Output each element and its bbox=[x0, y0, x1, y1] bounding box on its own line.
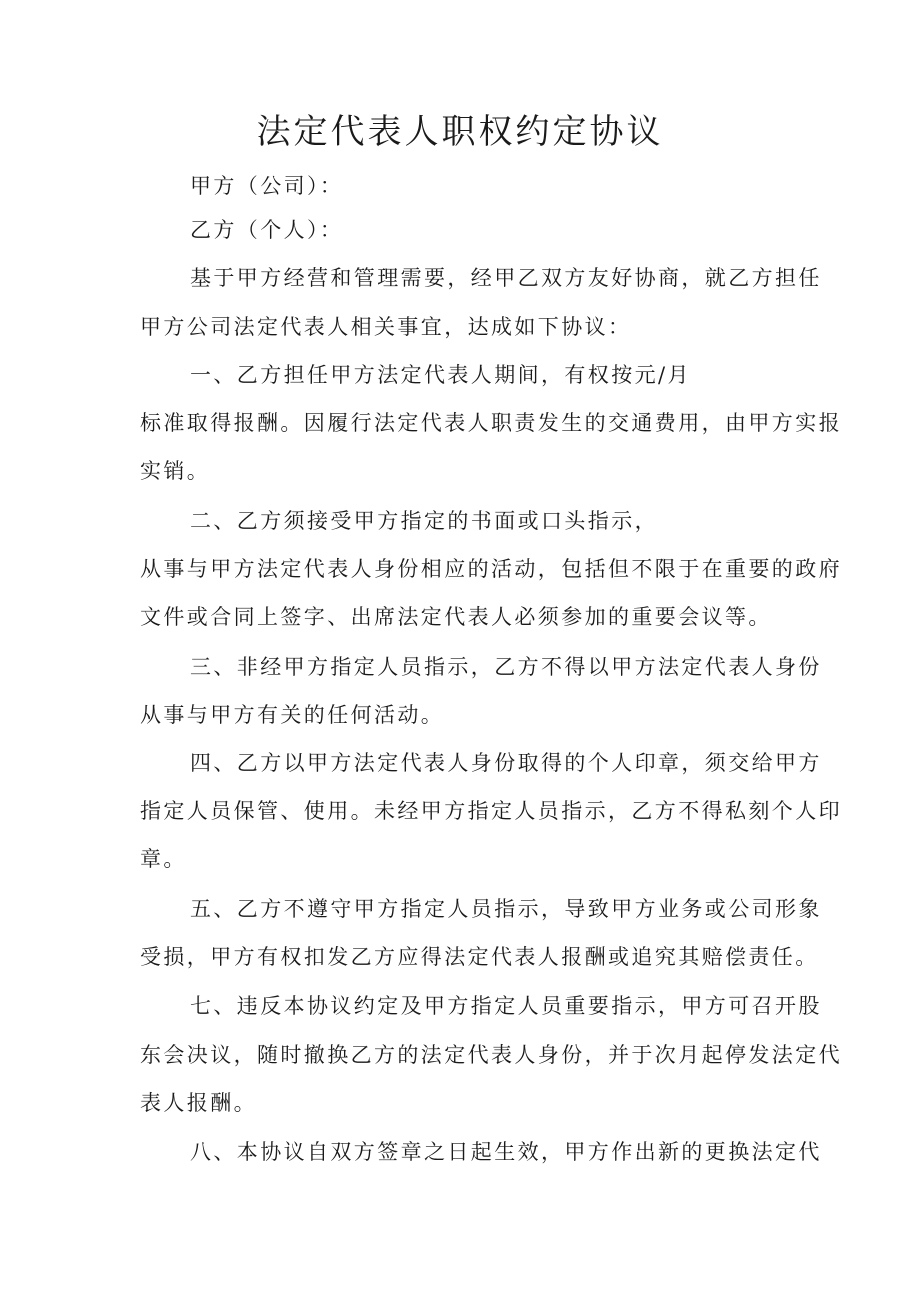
party-a-line: 甲方（公司）： bbox=[190, 174, 344, 198]
clause2-line-3: 文件或合同上签字、出席法定代表人必须参加的重要会议等。 bbox=[140, 605, 772, 629]
clause5-line-1: 五、乙方不遵守甲方指定人员指示，导致甲方业务或公司形象 bbox=[190, 897, 822, 921]
clause1-line-3: 实销。 bbox=[140, 459, 211, 483]
clause3-line-2: 从事与甲方有关的任何活动。 bbox=[140, 703, 445, 727]
clause5-line-2: 受损，甲方有权扣发乙方应得法定代表人报酬或追究其赔偿责任。 bbox=[140, 945, 819, 969]
clause3-line-1: 三、非经甲方指定人员指示，乙方不得以甲方法定代表人身份 bbox=[190, 655, 822, 679]
clause4-line-3: 章。 bbox=[140, 847, 187, 871]
party-b-line: 乙方（个人）： bbox=[190, 218, 344, 242]
clause2-line-1: 二、乙方须接受甲方指定的书面或口头指示， bbox=[190, 509, 658, 533]
clause1-line-1: 一、乙方担任甲方法定代表人期间，有权按元/月 bbox=[190, 363, 691, 387]
clause7-line-3: 表人报酬。 bbox=[140, 1091, 257, 1115]
clause8-line-1: 八、本协议自双方签章之日起生效，甲方作出新的更换法定代 bbox=[190, 1140, 822, 1164]
intro-line-2: 甲方公司法定代表人相关事宜，达成如下协议： bbox=[140, 315, 632, 339]
intro-line-1: 基于甲方经营和管理需要，经甲乙双方友好协商，就乙方担任 bbox=[190, 266, 822, 290]
document-title: 法定代表人职权约定协议 bbox=[256, 112, 664, 152]
clause7-line-1: 七、违反本协议约定及甲方指定人员重要指示，甲方可召开股 bbox=[190, 994, 822, 1018]
clause1-line-2: 标准取得报酬。因履行法定代表人职责发生的交通费用，由甲方实报 bbox=[140, 411, 842, 435]
clause7-line-2: 东会决议，随时撤换乙方的法定代表人身份，并于次月起停发法定代 bbox=[140, 1043, 842, 1067]
clause2-line-2: 从事与甲方法定代表人身份相应的活动，包括但不限于在重要的政府 bbox=[140, 557, 842, 581]
clause4-line-2: 指定人员保管、使用。未经甲方指定人员指示，乙方不得私刻个人印 bbox=[140, 799, 842, 823]
clause4-line-1: 四、乙方以甲方法定代表人身份取得的个人印章，须交给甲方 bbox=[190, 751, 822, 775]
